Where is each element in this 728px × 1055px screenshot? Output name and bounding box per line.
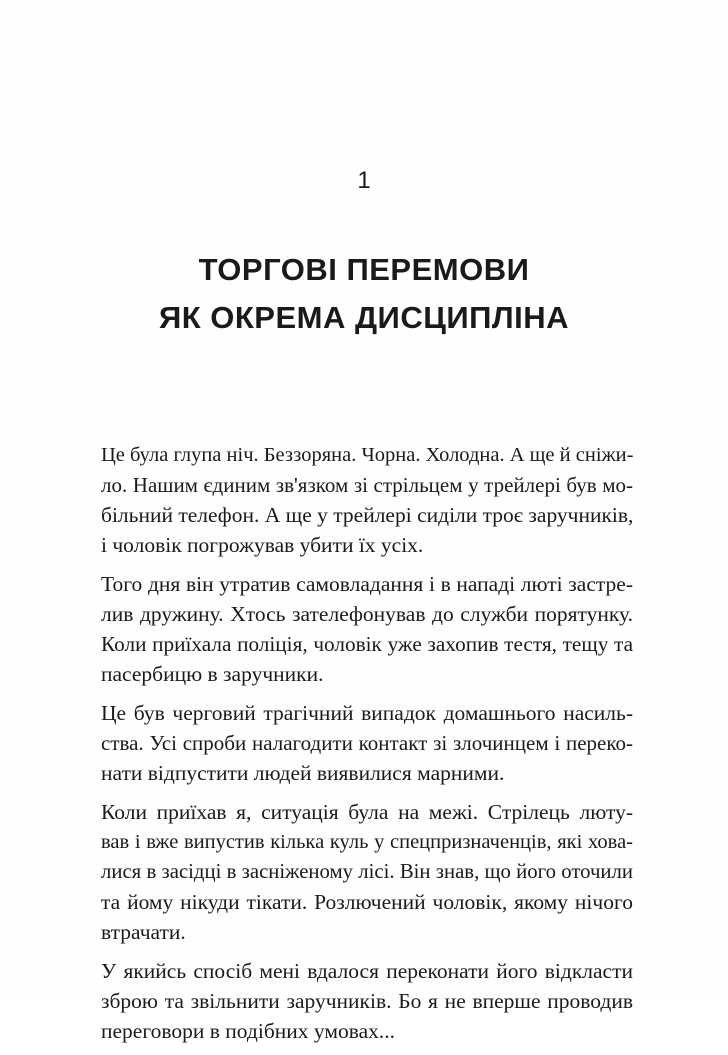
text-line: втрачати. (101, 920, 186, 944)
text-line: Коли приїхав я, ситуація була на межі. Стрілець люту- (101, 800, 633, 824)
paragraph (101, 440, 633, 560)
text-line: Того дня він утратив самовладання і в нападі люті застре- (101, 572, 633, 596)
text-line: і чоловік погрожував убити їх усіх. (101, 533, 424, 557)
text-line: лив дружину. Хтось зателефонував до служби порятунку. (101, 602, 633, 626)
chapter-body (101, 440, 633, 1055)
text-line: переговори в подібних умовах... (101, 1019, 396, 1043)
chapter-title (0, 246, 728, 342)
text-line: більний телефон. А ще у трейлері сиділи троє заручників, (101, 503, 634, 527)
chapter-title-line: ТОРГОВІ ПЕРЕМОВИ (198, 252, 530, 287)
paragraph (101, 797, 633, 947)
text-line: ства. Усі спроби налагодити контакт зі злочинцем і переко- (101, 731, 633, 755)
paragraph (101, 569, 633, 689)
text-line: ло. Нашим єдиним зв'язком зі стрільцем у трейлері був мо- (101, 473, 633, 497)
text-line: та йому нікуди тікати. Розлючений чоловік, якому нічого (101, 890, 633, 914)
text-line: Коли приїхала поліція, чоловік уже захопив тестя, тещу та (101, 632, 633, 656)
text-line: Це був черговий трагічний випадок домашнього насиль- (101, 701, 633, 725)
text-line: Це була глупа ніч. Беззоряна. Чорна. Холодна. А ще й сніжи- (101, 444, 634, 466)
text-line: зброю та звільнити заручників. Бо я не вперше проводив (101, 989, 633, 1013)
chapter-number: 1 (357, 167, 371, 194)
text-line: У якийсь спосіб мені вдалося переконати його відкласти (101, 959, 633, 983)
chapter-title-line: ЯК ОКРЕМА ДИСЦИПЛІНА (158, 300, 570, 335)
text-line: вав і вже випустив кілька куль у спецпризначенців, які хова- (101, 831, 633, 853)
paragraph (101, 956, 633, 1046)
paragraph (101, 698, 633, 788)
text-line: пасербицю в заручники. (101, 662, 324, 686)
text-line: лися в засідці в засніженому лісі. Він знав, що його оточили (101, 861, 633, 883)
text-line: нати відпустити людей виявилися марними. (101, 761, 505, 785)
